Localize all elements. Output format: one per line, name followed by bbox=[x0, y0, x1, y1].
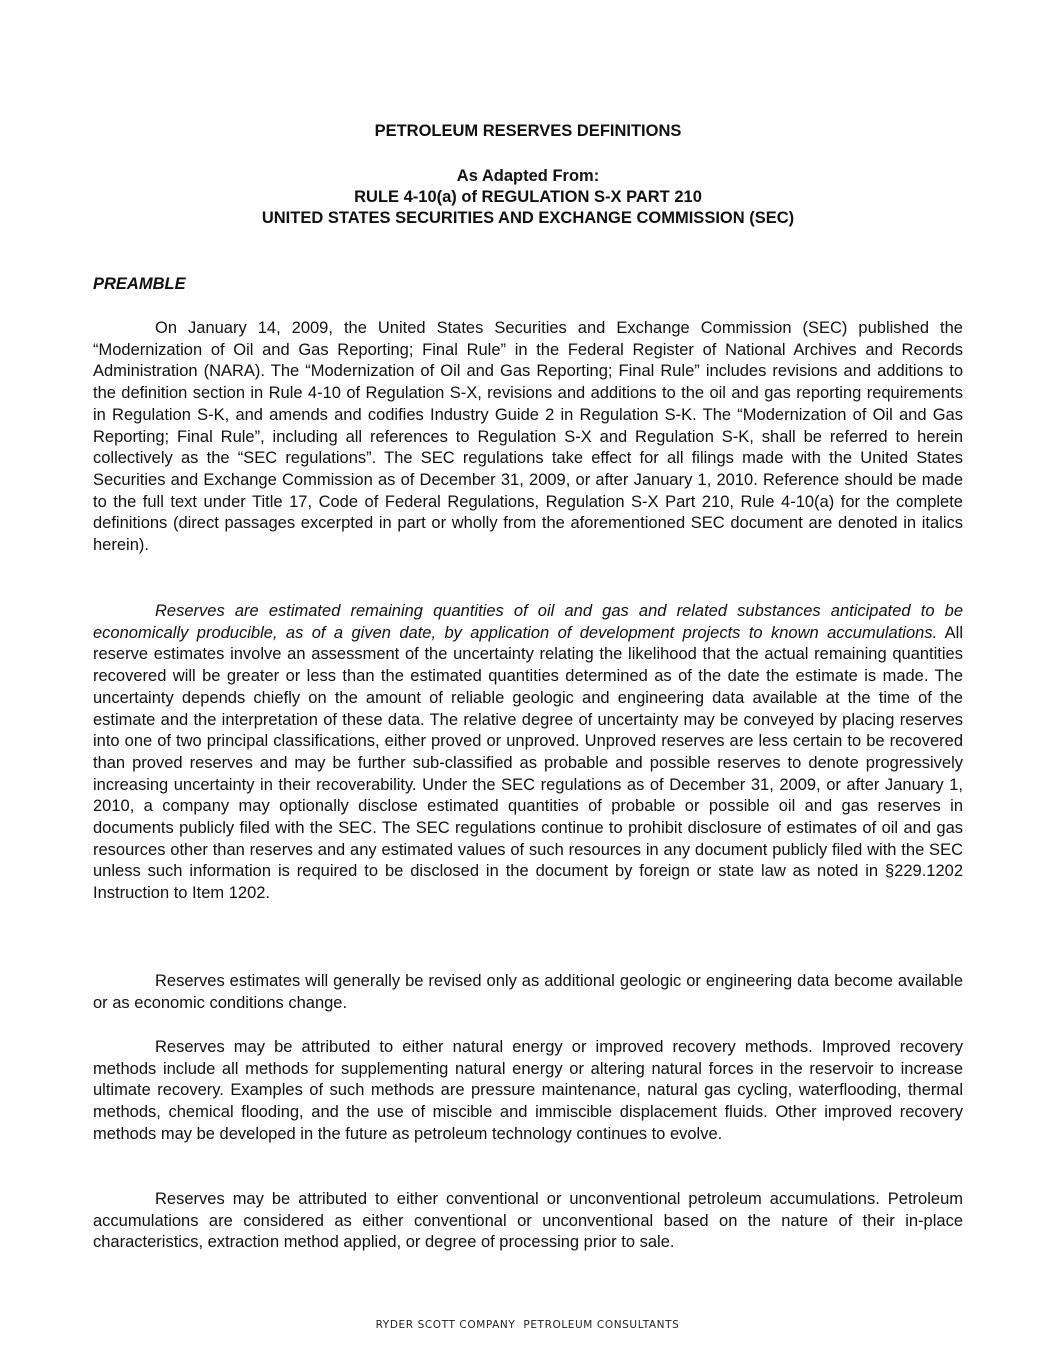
subtitle-line-source: As Adapted From: bbox=[456, 167, 600, 185]
subtitle-line-rule: RULE 4-10(a) of REGULATION S-X PART 210 bbox=[354, 188, 702, 206]
section-heading-preamble: PREAMBLE bbox=[93, 275, 186, 293]
paragraph-text: On January 14, 2009, the United States Securities and Exchange Commission (SEC) published the “Modernization of Oil and Gas Reporting; Final Rule” in the Federal Register of National Archives and Records Administration (NARA). The “Modernization of Oil and Gas Reporting; Final Rule” includes revisions and additions to the definition section in Rule 4-10 of Regulation S-X, revisions and additions to the oil and gas reporting requirements in Regulation S-K, and amends and codifies Industry Guide 2 in Regulation S-K. The “Modernization of Oil and Gas Reporting; Final Rule”, including all references to Regulation S-X and Regulation S-K, shall be referred to herein collectively as the “SEC regulations”. The SEC regulations take effect for all filings made with the United States Securities and Exchange Commission as of December 31, 2009, or after January 1, 2010. Reference should be made to the full text under Title 17, Code of Federal Regulations, Regulation S-X Part 210, Rule 4-10(a) for the complete definitions (direct passages excerpted in part or wholly from the aforementioned SEC document are denoted in italics herein). bbox=[93, 319, 963, 555]
footer-company: RYDER SCOTT COMPANY bbox=[375, 1319, 516, 1331]
document-title: PETROLEUM RESERVES DEFINITIONS bbox=[374, 122, 682, 140]
paragraph-sec-publication bbox=[93, 318, 963, 557]
paragraph-revision bbox=[93, 971, 963, 1014]
page-footer bbox=[0, 1319, 1055, 1331]
paragraph-recovery-methods bbox=[93, 1037, 963, 1146]
subtitle-line-agency: UNITED STATES SECURITIES AND EXCHANGE COMMISSION (SEC) bbox=[261, 209, 795, 227]
paragraph-text bbox=[93, 601, 963, 905]
paragraph-text: Reserves may be attributed to either conventional or unconventional petroleum accumulations. Petroleum accumulations are considered as either conventional or unconventional based on the nature of their in-place characteristics, extraction method applied, or degree of processing prior to sale. bbox=[93, 1190, 963, 1252]
paragraph-text: Reserves estimates will generally be revised only as additional geologic or engineering data become available or as economic conditions change. bbox=[93, 972, 963, 1012]
paragraph-accumulations bbox=[93, 1189, 963, 1254]
footer-tagline: PETROLEUM CONSULTANTS bbox=[523, 1319, 680, 1331]
paragraph-text: Reserves may be attributed to either natural energy or improved recovery methods. Improved recovery methods include all methods for supplementing natural energy or altering natural forces in the reservoir to increase ultimate recovery. Examples of such methods are pressure maintenance, natural gas cycling, waterflooding, thermal methods, chemical flooding, and the use of miscible and immiscible displacement fluids. Other improved recovery methods may be developed in the future as petroleum technology continues to evolve. bbox=[93, 1038, 963, 1143]
document-subtitle bbox=[93, 166, 963, 229]
paragraph-reserves-definition bbox=[93, 601, 963, 905]
reserves-definition-italic: Reserves are estimated remaining quantities of oil and gas and related substances anticipated to be economically producible, as of a given date, by application of development projects to known accumulations. bbox=[93, 602, 963, 642]
reserves-definition-body: All reserve estimates involve an assessment of the uncertainty relating the likelihood that the actual remaining quantities recovered will be greater or less than the estimated quantities determined as of the date the estimate is made. The uncertainty depends chiefly on the amount of reliable geologic and engineering data available at the time of the estimate and the interpretation of these data. The relative degree of uncertainty may be conveyed by placing reserves into one of two principal classifications, either proved or unproved. Unproved reserves are less certain to be recovered than proved reserves and may be further sub-classified as probable and possible reserves to denote progressively increasing uncertainty in their recoverability. Under the SEC regulations as of December 31, 2009, or after January 1, 2010, a company may optionally disclose estimated quantities of probable or possible oil and gas reserves in documents publicly filed with the SEC. The SEC regulations continue to prohibit disclosure of estimates of oil and gas resources other than reserves and any estimated values of such resources in any document publicly filed with the SEC unless such information is required to be disclosed in the document by foreign or state law as noted in §229.1202 Instruction to Item 1202. bbox=[93, 623, 964, 903]
